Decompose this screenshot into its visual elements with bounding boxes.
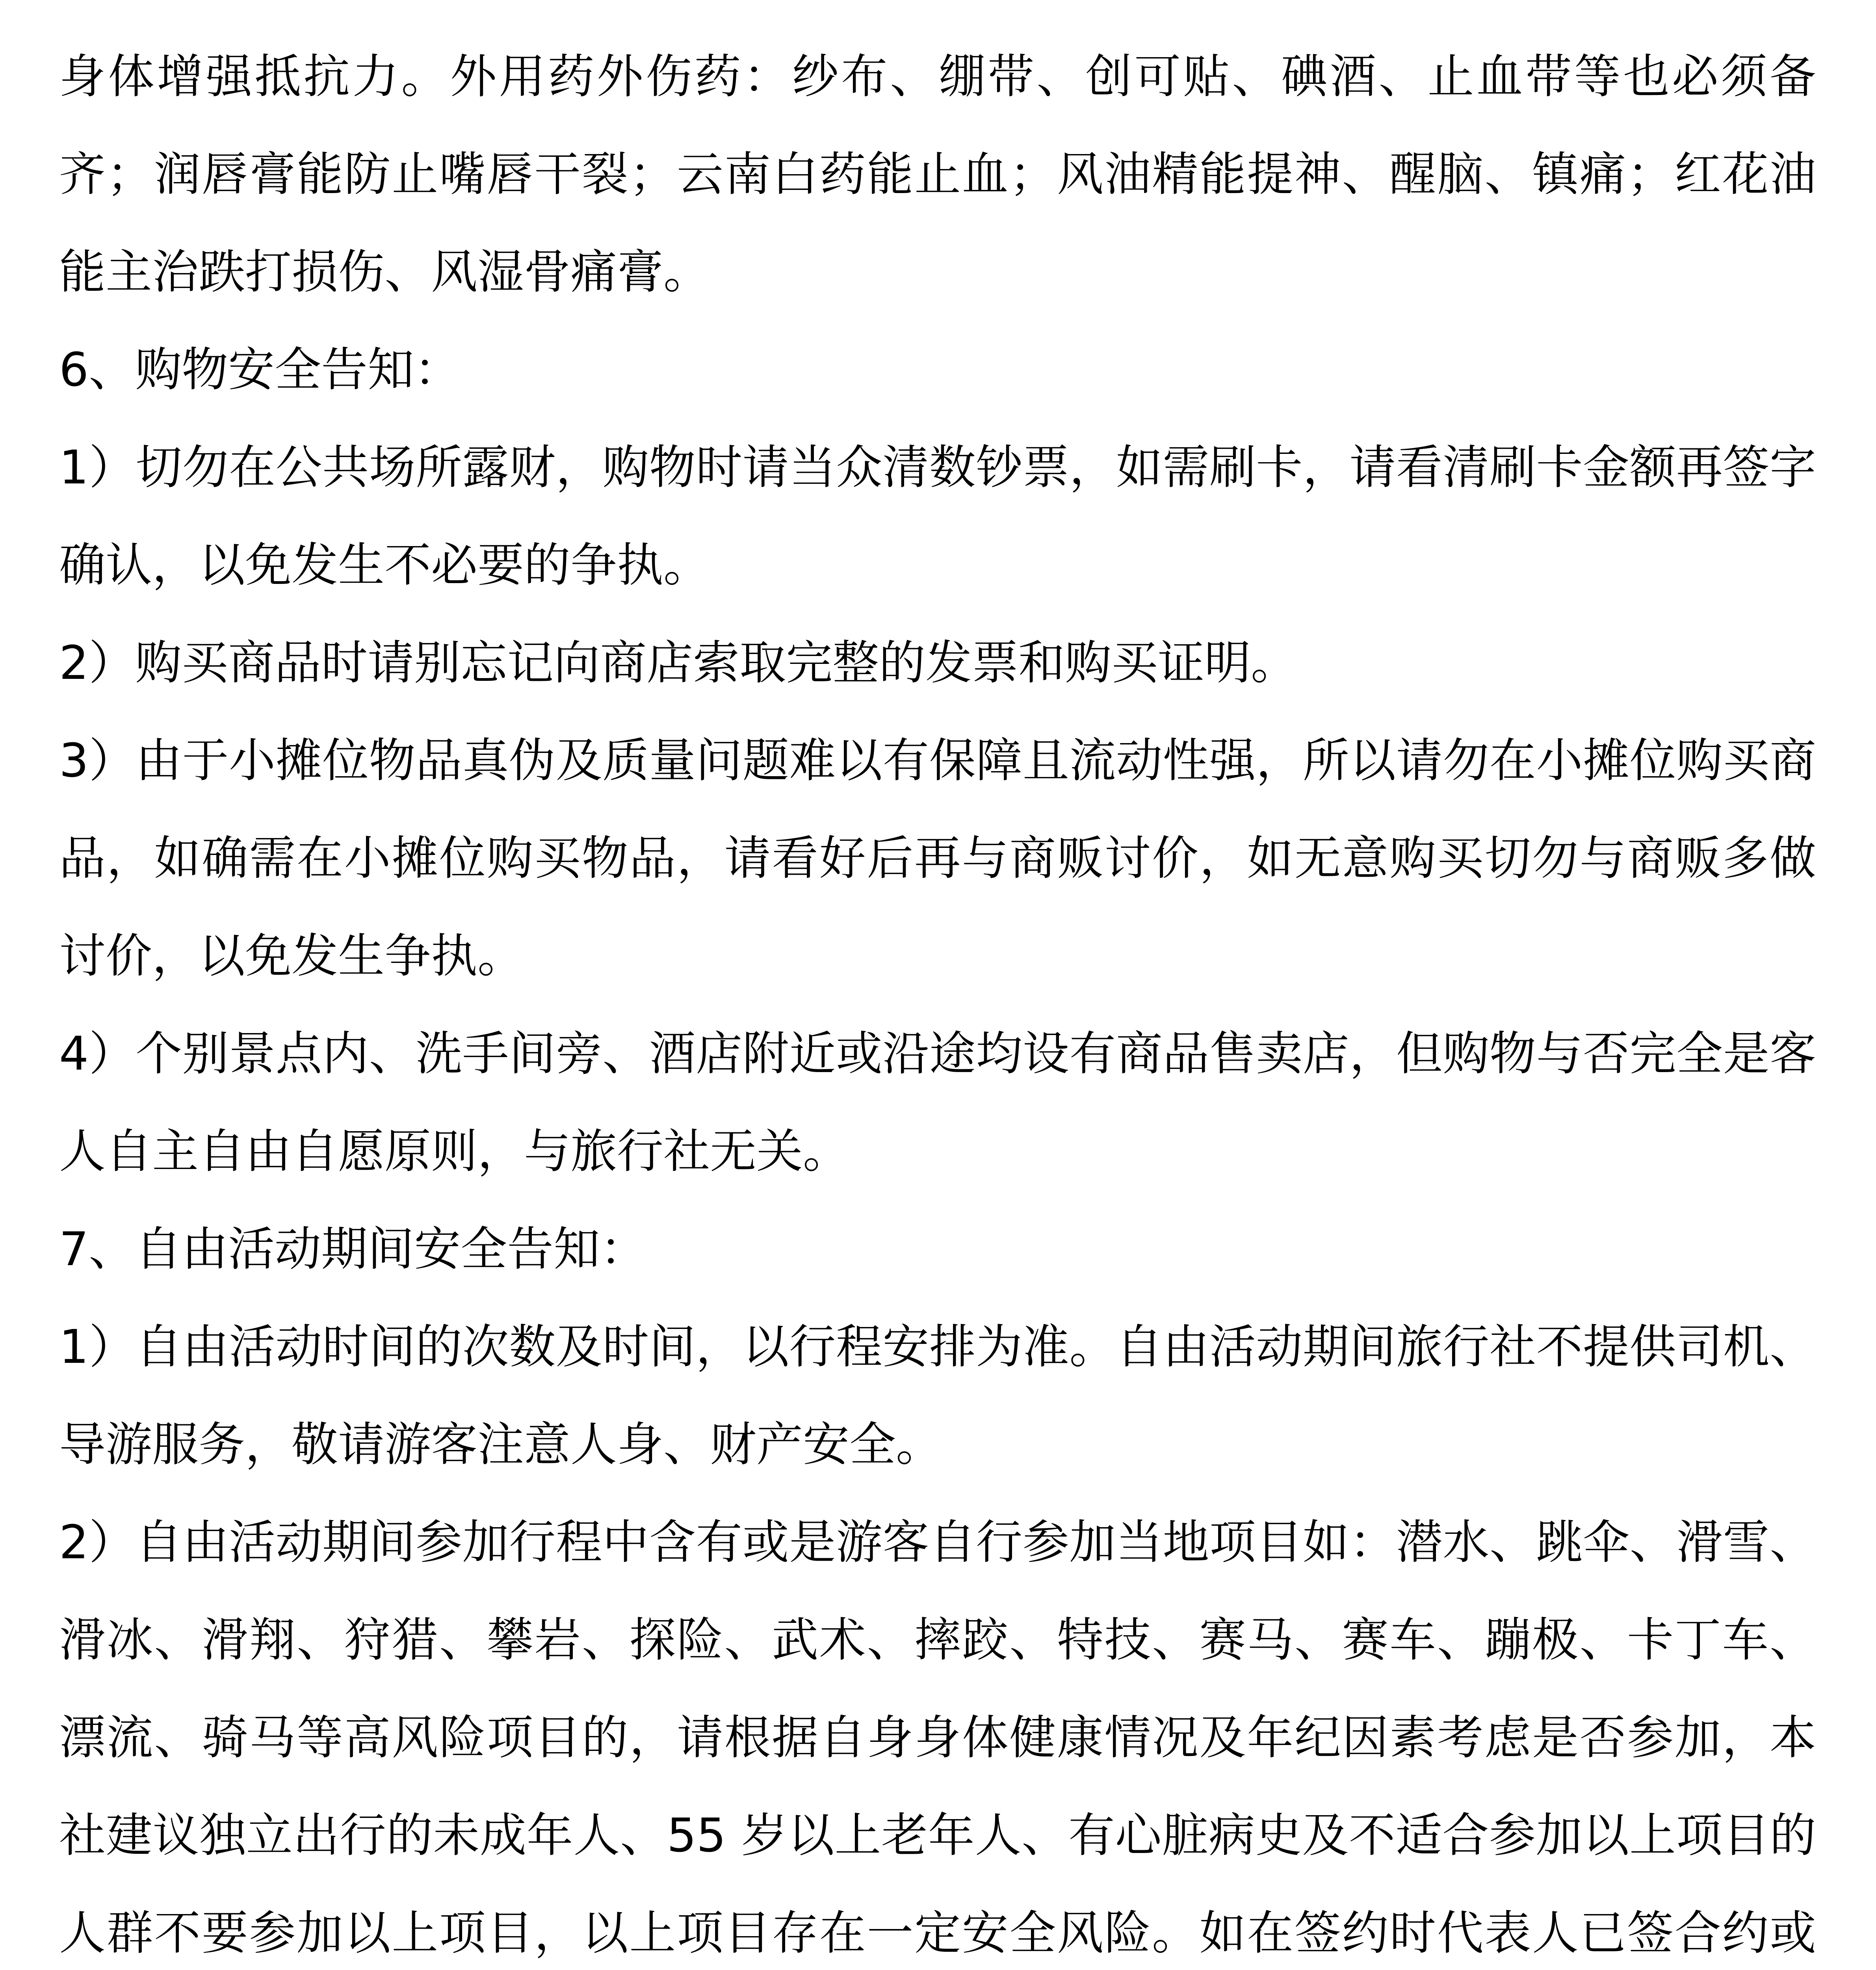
paragraph-shopping-3: 3）由于小摊位物品真伪及质量问题难以有保障且流动性强，所以请勿在小摊位购买商品，如确需在小摊位购买物品，请看好后再与商贩讨价，如无意购买切勿与商贩多做讨价，以免发生争执。 <box>59 733 1816 983</box>
paragraph-free-activity-1: 1）自由活动时间的次数及时间，以行程安排为准。自由活动期间旅行社不提供司机、导游服务，敬请游客注意人身、财产安全。 <box>59 1320 1816 1472</box>
paragraph-free-activity-2: 2）自由活动期间参加行程中含有或是游客自行参加当地项目如：潜水、跳伞、滑雪、滑冰、滑翔、狩猎、攀岩、探险、武术、摔跤、特技、赛马、赛车、蹦极、卡丁车、漂流、骑马等高风险项目的，请根据自身身体健康情况及年纪因素考虑是否参加，本社建议独立出行的未成年人、55 岁以上老年人、有心脏病史及不适合参加以上项目的人群不要参加以上项目，以上项目存在一定安全风险。如在签约时代表人已签合约或 <box>59 1515 1816 1960</box>
document-page <box>59 28 1816 1970</box>
heading-shopping-safety: 6、购物安全告知： <box>59 342 461 397</box>
paragraph-shopping-4: 4）个别景点内、洗手间旁、酒店附近或沿途均设有商品售卖店，但购物与否完全是客人自主自由自愿原则，与旅行社无关。 <box>59 1026 1816 1178</box>
paragraph-shopping-2: 2）购买商品时请别忘记向商店索取完整的发票和购买证明。 <box>59 636 1298 690</box>
heading-free-activity-safety: 7、自由活动期间安全告知： <box>59 1222 647 1276</box>
paragraph-medicine-list: 身体增强抵抗力。外用药外伤药：纱布、绷带、创可贴、碘酒、止血带等也必须备齐；润唇膏能防止嘴唇干裂；云南白药能止血；风油精能提神、醒脑、镇痛；红花油能主治跌打损伤、风湿骨痛膏。 <box>59 49 1816 299</box>
paragraph-shopping-1: 1）切勿在公共场所露财，购物时请当众清数钞票，如需刷卡，请看清刷卡金额再签字确认，以免发生不必要的争执。 <box>59 440 1816 592</box>
